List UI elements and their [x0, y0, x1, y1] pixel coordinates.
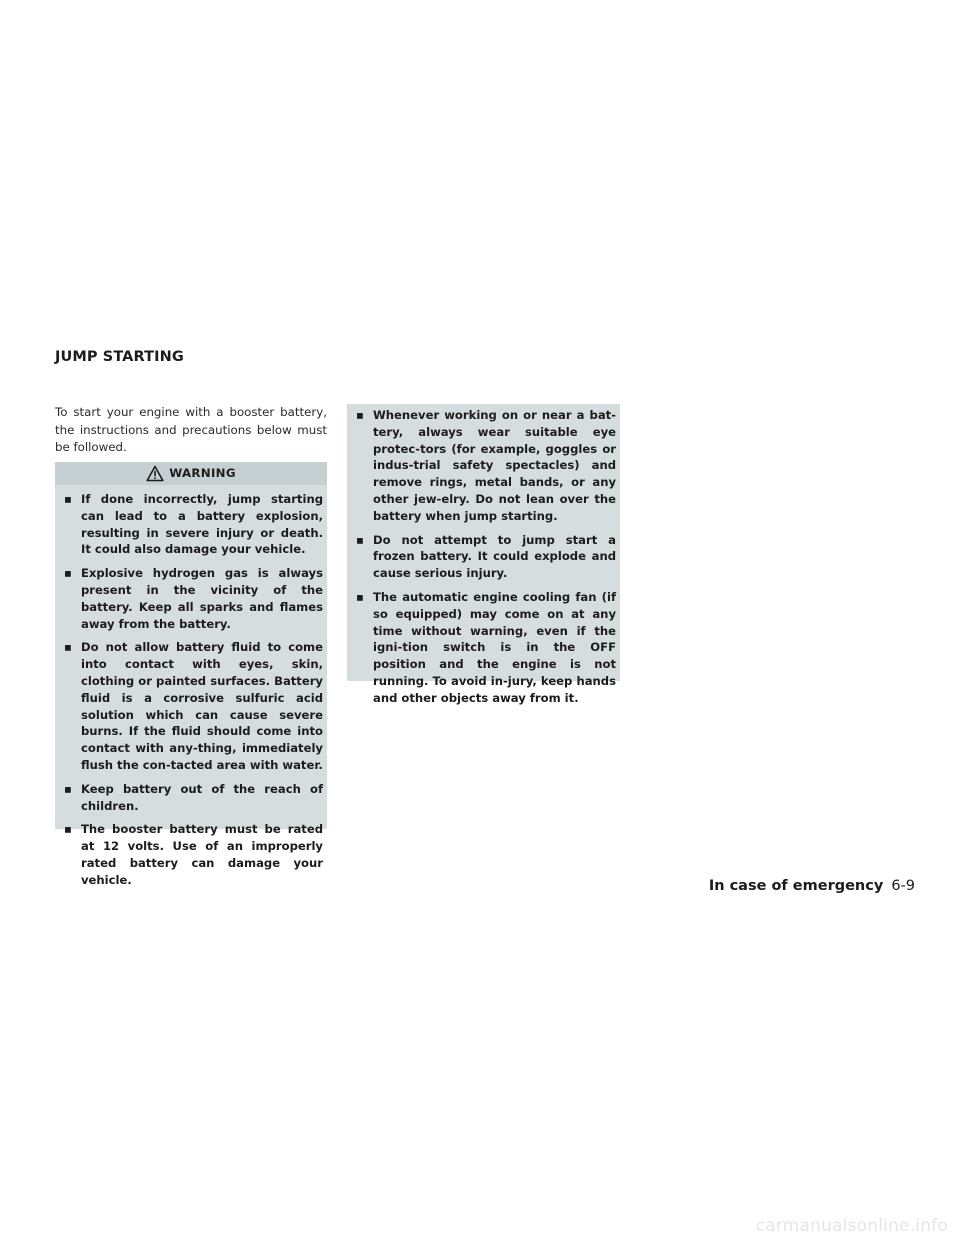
warning-triangle-icon	[146, 465, 164, 482]
section-heading: JUMP STARTING	[55, 349, 184, 365]
warning-item	[64, 639, 323, 773]
warning-item-text: If done incorrectly, jump starting can lead to a battery explosion, resulting in severe injury or death. It could also damage your vehicle.	[81, 492, 323, 557]
watermark: carmanualsonline.info	[755, 1216, 948, 1236]
bullet-marker: ▪	[64, 566, 72, 581]
warning-item	[64, 821, 323, 888]
warning-item	[64, 565, 323, 632]
warning-box-continued	[347, 404, 620, 705]
warning-item	[64, 491, 323, 558]
bullet-marker: ▪	[64, 640, 72, 655]
warning-item-text: Do not attempt to jump start a frozen battery. It could explode and cause serious injury.	[373, 532, 616, 581]
bullet-marker: ▪	[356, 589, 364, 604]
page-footer	[709, 878, 915, 894]
warning-list-right	[347, 407, 620, 707]
warning-item-text: Whenever working on or near a bat-tery, always wear suitable eye protec-tors (for example, goggles or indus-trial safety spectacles) and remove rings, metal bands, or any other jew-elry. Do not lean over the battery when jump starting.	[373, 408, 616, 523]
intro-paragraph: To start your engine with a booster battery, the instructions and precautions below must be followed.	[55, 405, 327, 455]
warning-header	[55, 462, 327, 485]
warning-box	[55, 462, 327, 887]
bullet-marker: ▪	[356, 408, 364, 422]
warning-list-left	[55, 491, 327, 889]
warning-item-text: Explosive hydrogen gas is always present in the vicinity of the battery. Keep all sparks and flames away from the battery.	[81, 566, 323, 631]
warning-item	[64, 781, 323, 815]
footer-section-title: In case of emergency	[708, 878, 884, 894]
warning-item-text: The automatic engine cooling fan (if so equipped) may come on at any time without warning, even if the igni-tion switch is in the OFF position and the engine is not running. To avoid in-jury, keep hands and other objects away from it.	[373, 589, 616, 705]
warning-item	[356, 532, 616, 582]
bullet-marker: ▪	[64, 822, 72, 837]
page-number: 6-9	[891, 878, 915, 894]
warning-item	[356, 589, 616, 707]
warning-label: WARNING	[169, 466, 236, 481]
warning-item-text: Do not allow battery fluid to come into contact with eyes, skin, clothing or painted surfaces. Battery fluid is a corrosive sulfuric acid solution which can cause severe burns. If the fluid should come into contact with any-thing, immediately flush the con-tacted area with water.	[81, 640, 323, 772]
bullet-marker: ▪	[356, 532, 364, 547]
warning-item	[356, 407, 616, 525]
warning-item-text: Keep battery out of the reach of children.	[81, 781, 323, 813]
warning-item-text: The booster battery must be rated at 12 volts. Use of an improperly rated battery can damage your vehicle.	[81, 822, 323, 887]
bullet-marker: ▪	[64, 781, 72, 796]
bullet-marker: ▪	[64, 492, 72, 506]
